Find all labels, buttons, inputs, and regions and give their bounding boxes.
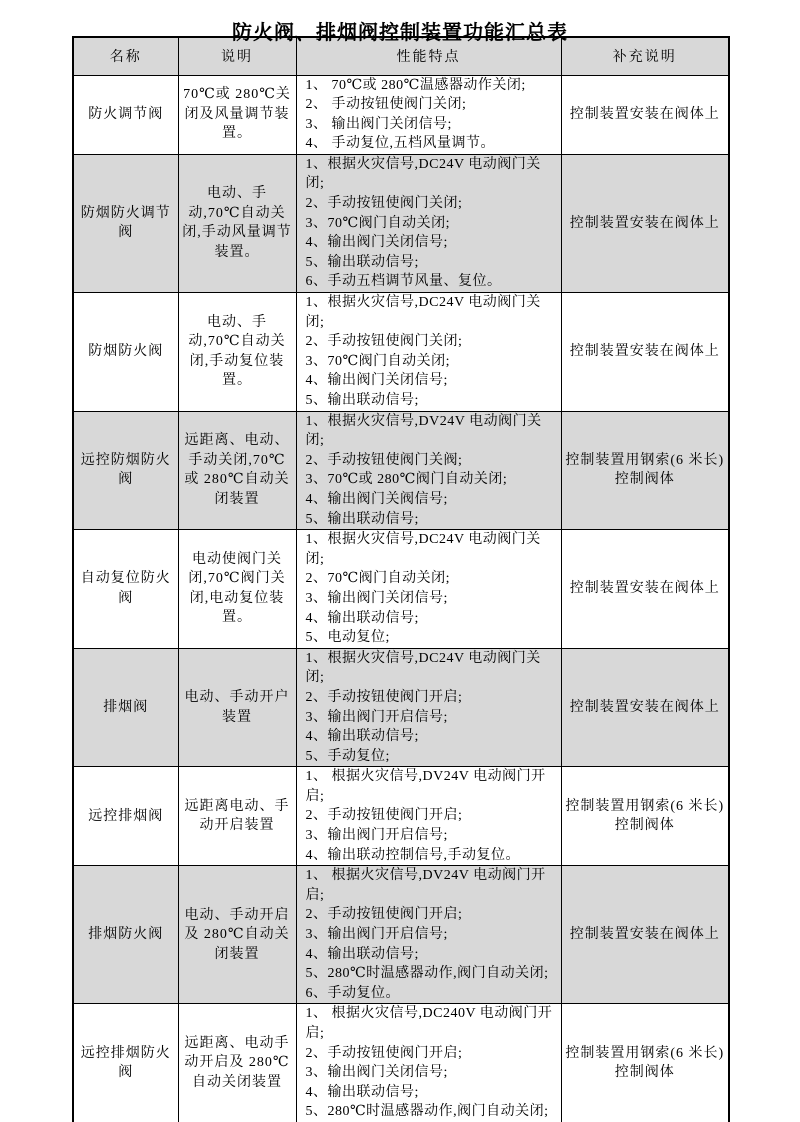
feature-item: 1、根据火灾信号,DC24V 电动阀门关闭; <box>305 650 541 686</box>
valve-note-cell: 控制装置安装在阀体上 <box>561 530 729 649</box>
feature-item: 6、手动五档调节风量、复位。 <box>305 274 502 290</box>
feature-item: 2、手动按钮使阀门开启; <box>305 1045 463 1061</box>
table-row <box>73 293 729 412</box>
valve-note-cell: 控制装置安装在阀体上 <box>561 293 729 412</box>
feature-item: 2、手动按钮使阀门关闭; <box>305 196 463 212</box>
valve-name-cell: 防烟防火阀 <box>73 293 178 412</box>
valve-features-cell <box>296 75 561 154</box>
valve-note-cell: 控制装置用钢索(6 米长)控制阀体 <box>561 1004 729 1122</box>
feature-item: 5、手动复位; <box>305 748 390 764</box>
valve-description-cell: 远距离、电动、手动关闭,70℃或 280℃自动关闭装置 <box>178 411 296 530</box>
valve-description-cell: 电动、手动开启及 280℃自动关闭装置 <box>178 866 296 1004</box>
feature-item: 5、输出联动信号; <box>305 254 419 270</box>
valve-name-cell: 远控防烟防火阀 <box>73 411 178 530</box>
valve-features-cell <box>296 154 561 292</box>
valve-note-cell: 控制装置安装在阀体上 <box>561 648 729 767</box>
feature-item: 1、根据火灾信号,DC24V 电动阀门关闭; <box>305 532 541 567</box>
valve-note-cell: 控制装置安装在阀体上 <box>561 75 729 154</box>
feature-item: 2、手动按钮使阀门关闭; <box>305 334 463 350</box>
feature-item: 4、输出联动控制信号,手动复位。 <box>305 847 520 863</box>
feature-item: 5、输出联动信号; <box>305 393 419 408</box>
feature-item: 3、输出阀门关闭信号; <box>305 590 448 606</box>
feature-item: 3、输出阀门开启信号; <box>305 927 448 943</box>
feature-item: 3、输出阀门开启信号; <box>305 828 448 844</box>
feature-item: 2、手动按钮使阀门开启; <box>305 907 463 923</box>
feature-item: 5、280℃时温感器动作,阀门自动关闭; <box>305 1104 549 1120</box>
feature-item: 3、70℃阀门自动关闭; <box>305 353 451 369</box>
table-row <box>73 767 729 866</box>
feature-item: 1、根据火灾信号,DV24V 电动阀门关闭; <box>305 413 542 449</box>
feature-item: 2、手动按钮使阀门开启; <box>305 689 463 705</box>
feature-item: 4、输出联动信号; <box>305 729 419 745</box>
valve-name-cell: 防烟防火调节阀 <box>73 154 178 292</box>
feature-item: 3、70℃阀门自动关闭; <box>305 215 451 231</box>
feature-item: 1、根据火灾信号,DC24V 电动阀门关闭; <box>305 156 541 192</box>
table-row <box>73 1004 729 1122</box>
feature-item: 3、70℃或 280℃阀门自动关闭; <box>305 472 508 488</box>
feature-item: 3、输出阀门开启信号; <box>305 709 448 725</box>
valve-description-cell: 远距离、电动手动开启及 280℃自动关闭装置 <box>178 1004 296 1122</box>
feature-item: 4、输出阀门关阀信号; <box>305 491 448 507</box>
valve-features-cell <box>296 767 561 866</box>
feature-item: 2、 手动按钮使阀门关闭; <box>305 97 467 113</box>
valve-description-cell: 电动、手动开户装置 <box>178 648 296 767</box>
feature-item: 3、输出阀门关闭信号; <box>305 1065 448 1081</box>
feature-item: 6、手动复位。 <box>305 985 400 1001</box>
feature-item: 2、手动按钮使阀门关阀; <box>305 452 463 468</box>
table-row <box>73 411 729 530</box>
valve-note-cell: 控制装置用钢索(6 米长)控制阀体 <box>561 767 729 866</box>
feature-item: 2、手动按钮使阀门开启; <box>305 808 463 824</box>
feature-item: 1、 70℃或 280℃温感器动作关闭; <box>305 77 526 93</box>
valve-name-cell: 远控排烟防火阀 <box>73 1004 178 1122</box>
valve-features-cell <box>296 411 561 530</box>
valve-name-cell: 排烟阀 <box>73 648 178 767</box>
feature-item: 4、输出阀门关闭信号; <box>305 235 448 251</box>
feature-item: 1、根据火灾信号,DC24V 电动阀门关闭; <box>305 295 541 330</box>
feature-item: 5、电动复位; <box>305 630 390 646</box>
feature-item: 1、 根据火灾信号,DV24V 电动阀门开启; <box>305 769 546 804</box>
valve-features-cell <box>296 866 561 1004</box>
header-cell-note: 补充说明 <box>561 37 729 75</box>
header-cell-desc: 说明 <box>178 37 296 75</box>
table-body <box>73 75 729 1122</box>
valve-description-cell: 70℃或 280℃关闭及风量调节装置。 <box>178 75 296 154</box>
valve-features-cell <box>296 530 561 649</box>
feature-item: 4、输出阀门关闭信号; <box>305 373 448 389</box>
table-row <box>73 648 729 767</box>
table-row <box>73 75 729 154</box>
summary-table <box>72 36 730 1122</box>
valve-description-cell: 远距离电动、手动开启装置 <box>178 767 296 866</box>
feature-item: 3、 输出阀门关闭信号; <box>305 116 452 132</box>
feature-item: 2、70℃阀门自动关闭; <box>305 571 451 587</box>
valve-description-cell: 电动、手动,70℃自动关闭,手动复位装置。 <box>178 293 296 412</box>
valve-note-cell: 控制装置用钢索(6 米长)控制阀体 <box>561 411 729 530</box>
table-row <box>73 530 729 649</box>
valve-name-cell: 排烟防火阀 <box>73 866 178 1004</box>
feature-item: 4、 手动复位,五档风量调节。 <box>305 136 495 152</box>
header-cell-name: 名称 <box>73 37 178 75</box>
valve-features-cell <box>296 293 561 412</box>
valve-name-cell: 自动复位防火阀 <box>73 530 178 649</box>
valve-description-cell: 电动使阀门关闭,70℃阀门关闭,电动复位装置。 <box>178 530 296 649</box>
valve-note-cell: 控制装置安装在阀体上 <box>561 866 729 1004</box>
feature-item: 5、280℃时温感器动作,阀门自动关闭; <box>305 966 549 982</box>
feature-item: 4、输出联动信号; <box>305 610 419 626</box>
feature-item: 1、 根据火灾信号,DV24V 电动阀门开启; <box>305 868 546 903</box>
table-row <box>73 154 729 292</box>
valve-description-cell: 电动、手动,70℃自动关闭,手动风量调节装置。 <box>178 154 296 292</box>
valve-name-cell: 防火调节阀 <box>73 75 178 154</box>
valve-note-cell: 控制装置安装在阀体上 <box>561 154 729 292</box>
table-row <box>73 866 729 1004</box>
feature-item: 1、 根据火灾信号,DC240V 电动阀门开启; <box>305 1006 553 1041</box>
header-cell-features: 性能特点 <box>296 37 561 75</box>
feature-item: 4、输出联动信号; <box>305 946 419 962</box>
page-title: 防火阀、排烟阀控制装置功能汇总表 <box>232 22 568 44</box>
valve-features-cell <box>296 648 561 767</box>
feature-item: 4、输出联动信号; <box>305 1084 419 1100</box>
valve-name-cell: 远控排烟阀 <box>73 767 178 866</box>
feature-item: 5、输出联动信号; <box>305 511 419 527</box>
valve-features-cell <box>296 1004 561 1122</box>
